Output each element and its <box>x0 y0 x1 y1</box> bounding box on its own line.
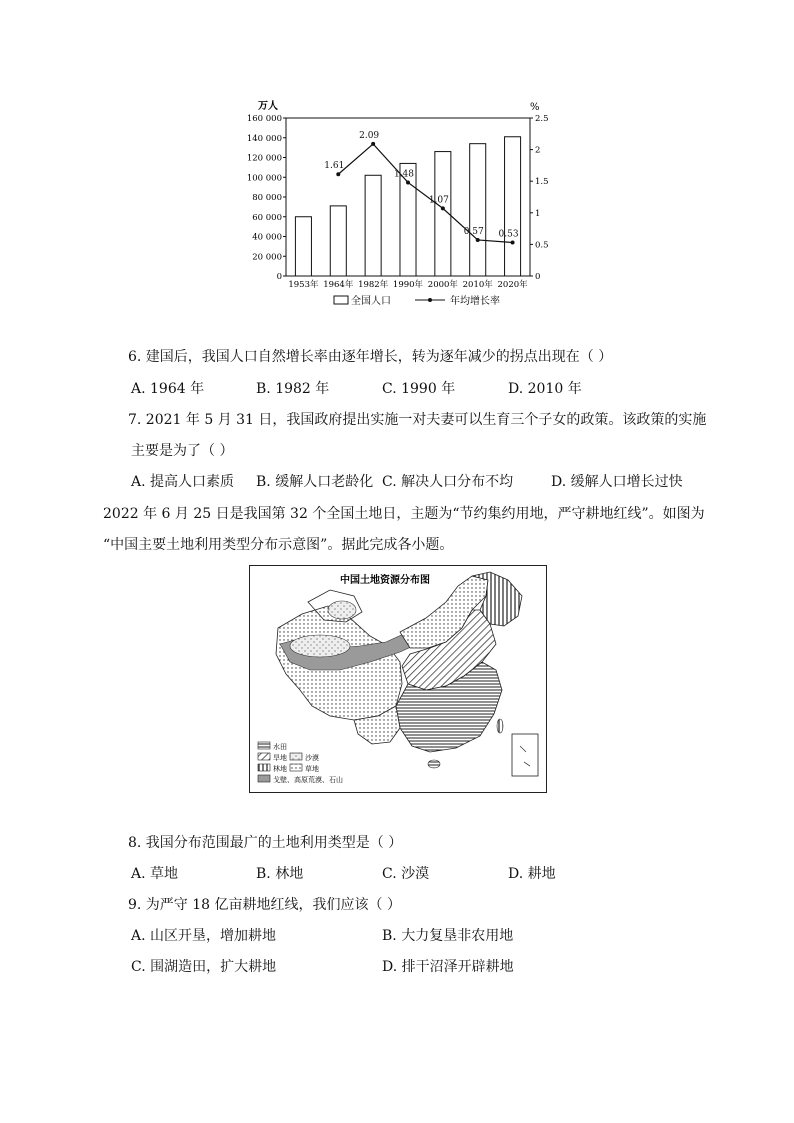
bar <box>295 217 311 276</box>
bar <box>400 163 416 276</box>
map-title: 中国土地资源分布图 <box>340 575 430 586</box>
growth-rate-point <box>476 238 480 242</box>
legend-forest-swatch <box>258 764 270 771</box>
legend-paddy-swatch <box>258 742 270 749</box>
q7-stem-line2: 主要是为了（ ） <box>131 443 234 459</box>
growth-rate-label: 2.09 <box>359 130 380 141</box>
growth-rate-point <box>406 180 410 184</box>
chart-line <box>336 142 514 245</box>
growth-rate-label: 0.53 <box>498 229 519 240</box>
q8-option-c[interactable]: C. 沙漠 <box>382 866 430 882</box>
x-tick-label: 1953年 <box>288 280 319 290</box>
legend-bar-swatch <box>334 296 348 304</box>
growth-rate-label: 1.07 <box>428 195 449 206</box>
legend-line-label: 年均增长率 <box>450 296 500 307</box>
x-tick-label: 1990年 <box>392 280 424 290</box>
china-map-regions <box>276 572 538 776</box>
growth-rate-point <box>441 206 445 210</box>
y1-tick-label: 0 <box>276 272 282 282</box>
population-chart <box>240 96 560 316</box>
legend-line-dot <box>428 298 432 302</box>
y2-tick-label: 0.5 <box>535 240 549 251</box>
q8-option-b[interactable]: B. 林地 <box>256 866 304 882</box>
region-desert-junggar <box>328 601 356 619</box>
y1-tick-label: 20 000 <box>252 252 282 263</box>
growth-rate-label: 1.61 <box>324 161 345 172</box>
x-tick-label: 2010年 <box>462 280 493 290</box>
growth-rate-label: 0.57 <box>463 226 484 237</box>
region-hainan <box>428 760 440 768</box>
y2-tick-label: 0 <box>535 272 541 282</box>
q7-option-d[interactable]: D. 缓解人口增长过快 <box>551 474 683 490</box>
y1-tick-label: 60 000 <box>252 212 282 223</box>
y1-unit-label: 万人 <box>258 101 278 112</box>
y2-tick-label: 2.5 <box>535 114 549 124</box>
y1-tick-label: 100 000 <box>246 173 282 184</box>
bar <box>330 206 346 276</box>
region-desert-tarim <box>290 635 350 657</box>
legend-paddy-label: 水田 <box>273 743 287 751</box>
q6-option-a[interactable]: A. 1964 年 <box>131 381 205 397</box>
q6-option-b[interactable]: B. 1982 年 <box>256 381 330 397</box>
y1-tick-label: 40 000 <box>252 232 282 243</box>
q7-option-c[interactable]: C. 解决人口分布不均 <box>382 474 514 490</box>
q6-option-d[interactable]: D. 2010 年 <box>508 381 582 397</box>
x-tick-label: 2000年 <box>427 280 458 290</box>
x-tick-label: 1964年 <box>323 280 354 290</box>
q9-stem: 9. 为严守 18 亿亩耕地红线，我们应该（ ） <box>128 897 401 913</box>
q8-option-a[interactable]: A. 草地 <box>131 866 179 882</box>
legend-forest-label: 林地 <box>273 765 287 773</box>
chart-labels <box>324 131 519 240</box>
land-resource-map <box>249 565 547 793</box>
y1-tick-label: 120 000 <box>246 153 282 164</box>
population-chart-svg <box>240 96 560 316</box>
q7-option-a[interactable]: A. 提高人口素质 <box>131 474 235 490</box>
legend-grass-label: 草地 <box>305 765 319 773</box>
legend-gobi-swatch <box>258 775 270 782</box>
growth-rate-point <box>336 172 340 176</box>
q9-option-c[interactable]: C. 围湖造田，扩大耕地 <box>131 959 277 975</box>
q9-option-d[interactable]: D. 排干沼泽开辟耕地 <box>382 959 514 975</box>
y1-tick-label: 160 000 <box>246 114 282 124</box>
legend-grass-swatch <box>290 764 302 771</box>
x-tick-label: 1982年 <box>358 280 389 290</box>
y2-tick-label: 1 <box>535 208 541 219</box>
growth-rate-label: 1.48 <box>393 169 415 180</box>
growth-rate-point <box>511 241 515 245</box>
intro-line1: 2022 年 6 月 25 日是我国第 32 个全国土地日，主题为“节约集约用地，严守耕地红线”。如图为 <box>103 506 705 522</box>
legend-bar-label: 全国人口 <box>351 296 391 307</box>
q9-option-b[interactable]: B. 大力复垦非农用地 <box>382 928 514 944</box>
q7-option-b[interactable]: B. 缓解人口老龄化 <box>256 474 374 490</box>
legend-desert-swatch <box>290 753 302 760</box>
q7-stem-line1: 7. 2021 年 5 月 31 日，我国政府提出实施一对夫妻可以生育三个子女的政策。该政策的实施 <box>128 412 707 428</box>
y2-tick-label: 2 <box>535 145 541 156</box>
q9-option-a[interactable]: A. 山区开垦，增加耕地 <box>131 928 277 944</box>
bar <box>365 175 381 276</box>
q6-option-c[interactable]: C. 1990 年 <box>382 381 456 397</box>
x-tick-label: 2020年 <box>497 280 528 290</box>
q6-stem: 6. 建国后，我国人口自然增长率由逐年增长，转为逐年减少的拐点出现在（ ） <box>128 349 613 365</box>
bar <box>505 137 521 276</box>
legend-desert-label: 沙漠 <box>305 754 319 762</box>
legend-dryland-swatch <box>258 753 270 760</box>
chart-axes <box>247 114 549 290</box>
south-sea-inset <box>512 734 538 776</box>
y2-unit-label: % <box>530 102 540 113</box>
growth-rate-point <box>371 142 375 146</box>
q8-option-d[interactable]: D. 耕地 <box>508 866 556 882</box>
legend-dryland-label: 旱地 <box>273 754 287 762</box>
bar <box>470 144 486 276</box>
y1-tick-label: 80 000 <box>252 193 282 203</box>
land-resource-map-svg <box>250 566 546 792</box>
y2-tick-label: 1.5 <box>535 177 549 188</box>
intro-line2: “中国主要土地利用类型分布示意图”。据此完成各小题。 <box>103 537 454 553</box>
map-legend <box>258 742 343 784</box>
chart-bars <box>295 137 520 276</box>
y1-tick-label: 140 000 <box>246 133 282 144</box>
growth-rate-line <box>338 144 512 243</box>
legend-gobi-label: 戈壁、高原荒漠、石山 <box>273 776 343 784</box>
region-taiwan <box>497 719 503 733</box>
q8-stem: 8. 我国分布范围最广的土地利用类型是（ ） <box>128 835 403 851</box>
